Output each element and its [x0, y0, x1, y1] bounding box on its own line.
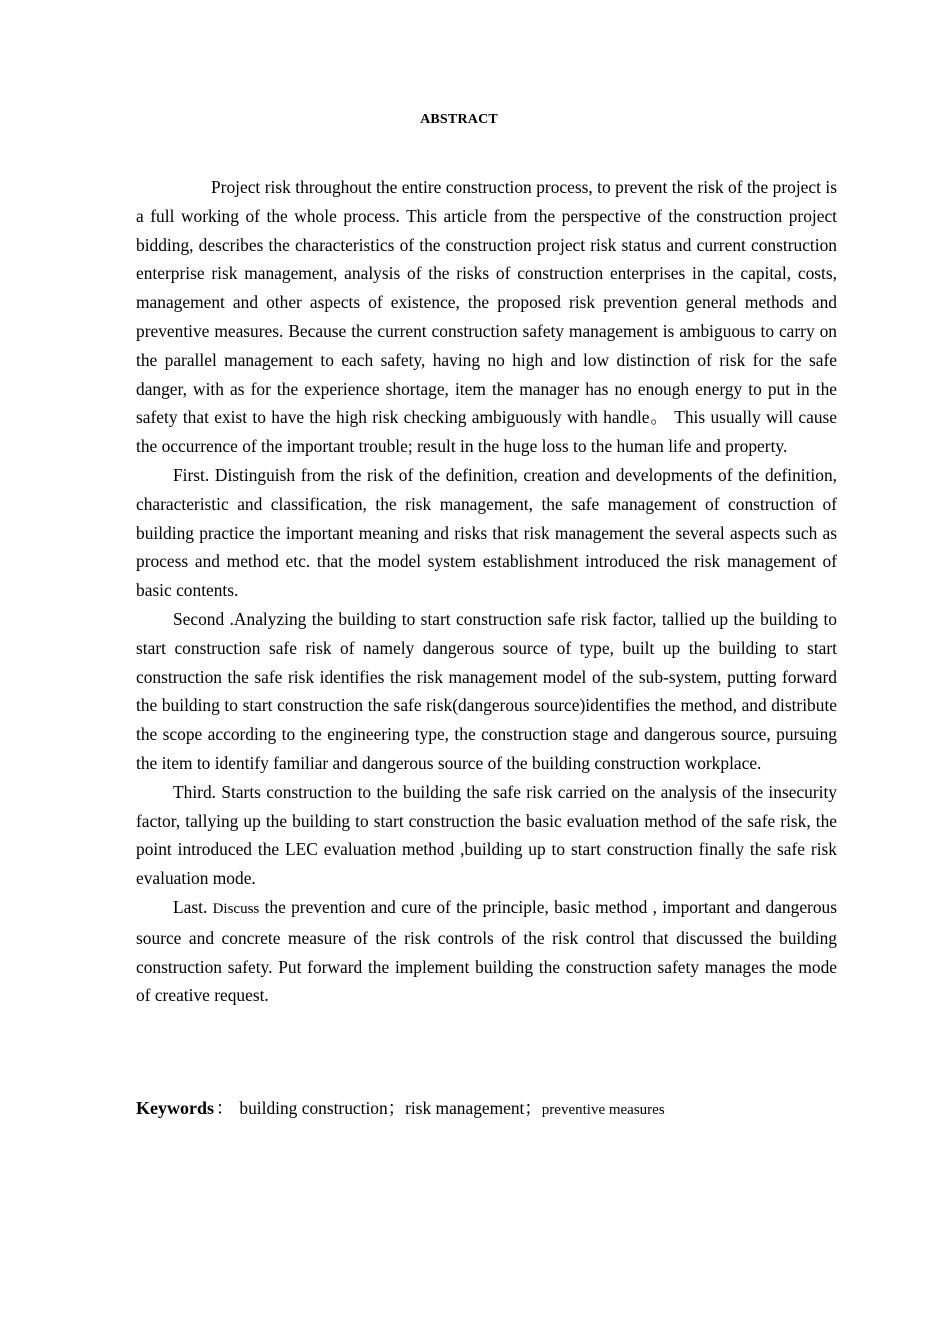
- paragraph-last-rest: the prevention and cure of the principle, basic method , important and dangerous source and concrete measure of the risk controls of the risk control that discussed the building construction safety. Put forward the implement building the construction safety manages the mode of creative request.: [136, 896, 837, 1006]
- abstract-paragraph-intro: Project risk throughout the entire construction process, to prevent the risk of the project is a full working of the whole process. This article from the perspective of the construction project bidding, describes the characteristics of the construction project risk status and current construction enterprise risk management, analysis of the risks of construction enterprises in the capital, costs, management and other aspects of existence, the proposed risk prevention general methods and preventive measures. Because the current construction safety management is ambiguous to carry on the parallel management to each safety, having no high and low distinction of risk for the safe danger, with as for the experience shortage, item the manager has no enough energy to put in the safety that exist to have the high risk checking ambiguously with handle。 This usually will cause the occurrence of the important trouble; result in the huge loss to the human life and property.: [136, 177, 837, 457]
- paragraph-last-discuss: Discuss: [212, 900, 260, 917]
- abstract-paragraph-last: [136, 893, 837, 1010]
- keywords-colon: ：: [216, 1098, 234, 1118]
- paragraph-last-lead: Last.: [173, 896, 208, 917]
- keywords-label: Keywords: [136, 1098, 214, 1118]
- keyword-separator: ；: [524, 1098, 542, 1118]
- abstract-paragraph-second: Second .Analyzing the building to start construction safe risk factor, tallied up the building to start construction safe risk of namely dangerous source of type, built up the building to start construction the safe risk identifies the risk management model of the sub-system, putting forward the building to start construction the safe risk(dangerous source)identifies the method, and distribute the scope according to the engineering type, the construction stage and dangerous source, pursuing the item to identify familiar and dangerous source of the building construction workplace.: [136, 608, 837, 773]
- abstract-paragraph-third: Third. Starts construction to the building the safe risk carried on the analysis of the insecurity factor, tallying up the building to start construction the basic evaluation method of the safe risk, the point introduced the LEC evaluation method ,building up to start construction finally the safe risk evaluation mode.: [136, 781, 837, 889]
- keyword-item: building construction: [239, 1098, 388, 1118]
- keyword-item: preventive measures: [541, 1102, 665, 1118]
- keywords-line: [136, 1094, 837, 1124]
- keyword-separator: ；: [387, 1098, 406, 1118]
- keyword-item: risk management: [405, 1098, 525, 1118]
- abstract-paragraph-first: First. Distinguish from the risk of the definition, creation and developments of the definition, characteristic and classification, the risk management, the safe management of construction of building practice the important meaning and risks that risk management the several aspects such as process and method etc. that the model system establishment introduced the risk management of basic contents.: [136, 464, 837, 601]
- abstract-body: [136, 173, 837, 1010]
- abstract-title: ABSTRACT: [420, 112, 498, 127]
